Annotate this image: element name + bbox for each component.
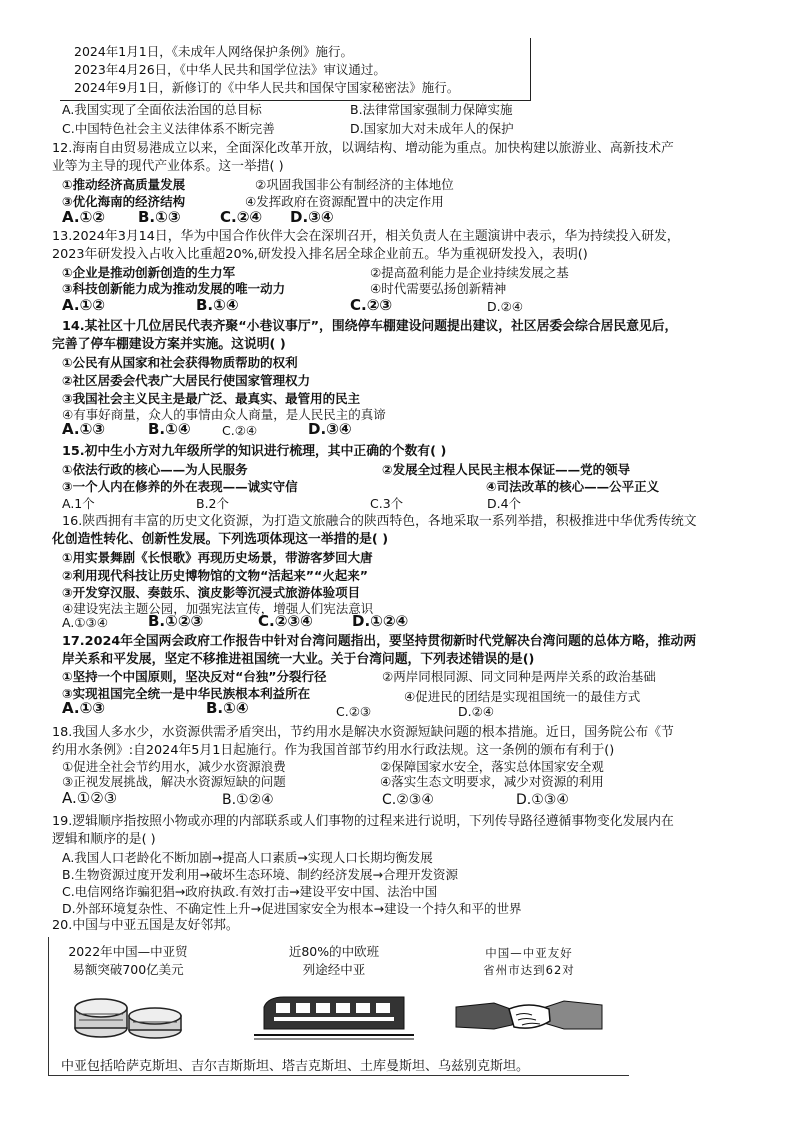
q11-option-a[interactable]: A.我国实现了全面依法治国的总目标 [62,102,262,117]
q14-answer-b[interactable]: B.①④ [148,420,191,438]
q14-stem-line-2: 完善了停车棚建设方案并实施。这说明( ) [52,337,286,352]
q18-item-3: ③正视发展挑战，解决水资源短缺的问题 [62,774,286,789]
q18-item-2: ②保障国家水安全，落实总体国家安全观 [380,759,604,774]
q16-answer-c[interactable]: C.②③④ [258,612,313,630]
q13-stem-line-2: 2023年研发投入占收入比重超20%,研发投入排名居全球企业前五。华为重视研发投入，表明() [52,247,588,262]
q11-option-b[interactable]: B.法律常国家强制力保障实施 [350,102,513,117]
q12-item-4: ④发挥政府在资源配置中的决定作用 [245,194,444,209]
q16-item-2: ②利用现代科技让历史博物馆的文物“活起来”“火起来” [62,568,368,583]
q19-option-a[interactable]: A.我国人口老龄化不断加剧→提高人口素质→实现人口长期均衡发展 [62,850,433,865]
q15-item-2: ②发展全过程人民民主根本保证——党的领导 [382,462,631,477]
q20-figure [48,937,629,1076]
q12-answer-d[interactable]: D.③④ [290,208,334,226]
q13-stem-line-1: 13.2024年3月14日，华为中国合作伙伴大会在深圳召开，相关负责人在主题演讲中表示，华为持续投入研发， [52,229,680,244]
q16-answer-a[interactable]: A.①③④ [62,615,108,630]
material-line-2: 2023年4月26日，《中华人民共和国学位法》审议通过。 [74,62,386,77]
q16-item-1: ①用实景舞剧《长恨歌》再现历史场景，带游客梦回大唐 [62,550,373,565]
q13-answer-a[interactable]: A.①② [62,296,105,314]
q12-answer-b[interactable]: B.①③ [138,208,181,226]
q19-stem-line-2: 逻辑和顺序的是( ) [52,832,156,847]
q14-item-1: ①公民有从国家和社会获得物质帮助的权利 [62,355,298,370]
q18-answer-d[interactable]: D.①③④ [516,792,569,808]
q14-answer-c[interactable]: C.②④ [222,423,258,438]
train-caption-line-2: 列途经中亚 [302,962,366,977]
q12-answer-c[interactable]: C.②④ [220,208,263,226]
q16-item-3: ③开发穿汉服、奏鼓乐、演皮影等沉浸式旅游体验项目 [62,585,361,600]
train-icon [254,989,414,1044]
q14-answer-d[interactable]: D.③④ [308,420,352,438]
q12-stem-line-2: 业等为主导的现代产业体系。这一举措( ) [52,159,284,174]
q15-answer-b[interactable]: B.2个 [196,496,230,511]
material-line-1: 2024年1月1日，《未成年人网络保护条例》施行。 [74,44,353,59]
q13-answer-c[interactable]: C.②③ [350,296,393,314]
q17-answer-c[interactable]: C.②③ [336,704,372,719]
q15-answer-c[interactable]: C.3个 [370,496,404,511]
q13-answer-d[interactable]: D.②④ [487,299,524,314]
q17-answer-b[interactable]: B.①④ [206,699,249,717]
central-asia-countries-note: 中亚包括哈萨克斯坦、吉尔吉斯斯坦、塔吉克斯坦、土库曼斯坦、乌兹别克斯坦。 [61,1059,530,1074]
q11-option-c[interactable]: C.中国特色社会主义法律体系不断完善 [62,121,275,136]
q13-item-4: ④时代需要弘扬创新精神 [370,281,507,296]
train-caption-line-1: 近80%的中欧班 [288,944,380,959]
q15-answer-a[interactable]: A.1个 [62,496,95,511]
q13-item-1: ①企业是推动创新创造的生力军 [62,265,236,280]
q12-answer-a[interactable]: A.①② [62,208,105,226]
q13-item-2: ②提高盈利能力是企业持续发展之基 [370,265,569,280]
q14-stem-line-1: 14.某社区十几位居民代表齐聚“小巷议事厅”，围绕停车棚建设问题提出建议，社区居委会综合居民意见后， [62,319,678,334]
q17-stem-line-1: 17.2024年全国两会政府工作报告中针对台湾问题指出，要坚持贯彻新时代党解决台湾问题的总体方略，推动两 [62,634,697,649]
q17-item-2: ②两岸同根同源、同文同种是两岸关系的政治基础 [382,669,656,684]
q16-answer-b[interactable]: B.①②③ [148,612,204,630]
q19-stem-line-1: 19.逻辑顺序指按照小物或亦理的内部联系或人们事物的过程来进行说明，下列传导路径遵循事物变化发展内在 [52,814,674,829]
q16-answer-d[interactable]: D.①②④ [352,612,409,630]
material-line-3: 2024年9月1日，新修订的《中华人民共和国保守国家秘密法》施行。 [74,80,460,95]
trade-caption-line-1: 2022年中国—中亚贸 [68,944,188,959]
q17-stem-line-2: 岸关系和平发展，坚定不移推进祖国统一大业。关于台湾问题，下列表述错误的是() [62,652,535,667]
coins-icon [71,982,191,1042]
friendship-caption-line-2: 省州市达到62对 [483,963,575,977]
q15-item-4: ④司法改革的核心——公平正义 [486,479,660,494]
q11-option-d[interactable]: D.国家加大对未成年人的保护 [350,121,514,136]
q15-item-1: ①依法行政的核心——为人民服务 [62,462,248,477]
q19-option-b[interactable]: B.生物资源过度开发利用→破坏生态环境、制约经济发展→合理开发资源 [62,867,458,882]
q13-answer-b[interactable]: B.①④ [196,296,239,314]
q16-stem-line-1: 16.陕西拥有丰富的历史文化资源，为打造文旅融合的陕西特色，各地采取一系列举措，积极推进中华优秀传统文 [62,514,697,529]
q19-option-d[interactable]: D.外部环境复杂性、不确定性上升→促进国家安全为根本→建设一个持久和平的世界 [62,901,522,916]
q17-item-4: ④促进民的团结是实现祖国统一的最佳方式 [404,689,641,704]
q12-item-1: ①推动经济高质量发展 [62,177,186,192]
q20-stem: 20.中国与中亚五国是友好邻邦。 [52,918,239,933]
q17-item-3: ③实现祖国完全统一是中华民族根本利益所在 [62,686,311,701]
q14-item-2: ②社区居委会代表广大居民行使国家管理权力 [62,373,311,388]
q12-item-3: ③优化海南的经济结构 [62,194,186,209]
q18-stem-line-2: 约用水条例》:自2024年5月1日起施行。作为我国首部节约用水行政法规。这一条例的颁布有利于() [52,743,615,758]
q12-stem-line-1: 12.海南自由贸易港成立以来，全面深化改革开放，以调结构、增动能为重点。加快构建以旅游业、高新技术产 [52,141,674,156]
q18-item-1: ①促进全社会节约用水，减少水资源浪费 [62,759,286,774]
q12-item-2: ②巩固我国非公有制经济的主体地位 [255,177,454,192]
q15-answer-d[interactable]: D.4个 [487,496,522,511]
trade-caption-line-2: 易额突破700亿美元 [72,962,184,977]
q18-answer-b[interactable]: B.①②④ [222,792,274,808]
material-box [60,38,531,101]
q15-item-3: ③一个人内在修养的外在表现——诚实守信 [62,479,298,494]
q14-item-4: ④有事好商量，众人的事情由众人商量，是人民民主的真谛 [62,407,386,422]
handshake-icon [454,985,604,1047]
q19-option-c[interactable]: C.电信网络诈骗犯猖→政府执政.有效打击→建设平安中国、法治中国 [62,884,438,899]
q15-stem: 15.初中生小方对九年级所学的知识进行梳理，其中正确的个数有( ) [62,444,447,459]
q18-stem-line-1: 18.我国人多水少，水资源供需矛盾突出，节约用水是解决水资源短缺问题的根本措施。近日，国务院公布《节 [52,725,674,740]
q17-answer-d[interactable]: D.②④ [458,704,495,719]
q13-item-3: ③科技创新能力成为推动发展的唯一动力 [62,281,286,296]
q16-item-4: ④建设宪法主题公园，加强宪法宣传，增强人们宪法意识 [62,601,374,616]
q18-answer-c[interactable]: C.②③④ [382,792,434,808]
q18-item-4: ④落实生态文明要求，减少对资源的利用 [380,774,604,789]
q14-item-3: ③我国社会主义民主是最广泛、最真实、最管用的民主 [62,391,361,406]
q16-stem-line-2: 化创造性转化、创新性发展。下列选项体现这一举措的是( ) [52,532,389,547]
q18-answer-a[interactable]: A.①②③ [62,789,118,807]
friendship-caption-line-1: 中国—中亚友好 [485,946,573,960]
q14-answer-a[interactable]: A.①③ [62,420,105,438]
q17-item-1: ①坚持一个中国原则，坚决反对“台独”分裂行径 [62,669,327,684]
q17-answer-a[interactable]: A.①③ [62,699,105,717]
